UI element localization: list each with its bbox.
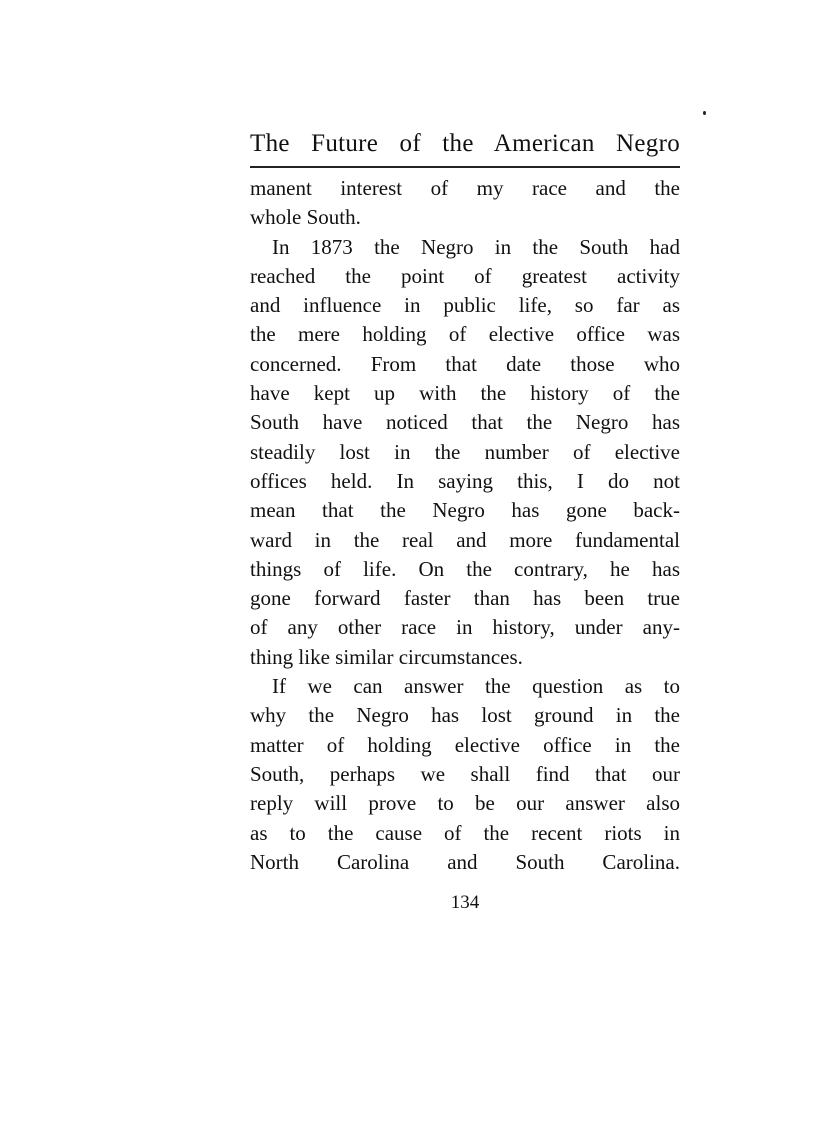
text-line: why the Negro has lost ground in the (250, 703, 680, 728)
header-rule (250, 166, 680, 168)
body-text (250, 174, 680, 877)
text-line: reply will prove to be our answer also (250, 791, 680, 816)
text-line: North Carolina and South Carolina. (250, 849, 680, 874)
text-line: mean that the Negro has gone back- (250, 498, 680, 523)
text-line: and influence in public life, so far as (250, 293, 680, 318)
text-line: things of life. On the contrary, he has (250, 556, 680, 581)
text-line: South have noticed that the Negro has (250, 410, 680, 435)
page-number: 134 (450, 892, 480, 914)
scan-speck (703, 111, 706, 115)
text-line: offices held. In saying this, I do not (250, 468, 680, 493)
text-line: In 1873 the Negro in the South had (272, 234, 680, 259)
text-line: matter of holding elective office in the (250, 732, 680, 757)
book-page (250, 126, 680, 915)
text-line: of any other race in history, under any- (250, 615, 680, 640)
text-line: have kept up with the history of the (250, 381, 680, 406)
paragraph (250, 233, 680, 672)
text-line: concerned. From that date those who (250, 351, 680, 376)
text-line: thing like similar circumstances. (250, 644, 523, 669)
text-line: South, perhaps we shall find that our (250, 761, 680, 786)
text-line: whole South. (250, 205, 361, 230)
running-head-title: The Future of the American Negro (250, 130, 680, 157)
text-line: If we can answer the question as to (272, 674, 680, 699)
text-line: gone forward faster than has been true (250, 586, 680, 611)
text-line: reached the point of greatest activity (250, 263, 680, 288)
paragraph (250, 672, 680, 877)
text-line: as to the cause of the recent riots in (250, 820, 680, 845)
text-line: ward in the real and more fundamental (250, 527, 680, 552)
text-line: steadily lost in the number of elective (250, 439, 680, 464)
paragraph (250, 174, 680, 233)
text-line: the mere holding of elective office was (250, 322, 680, 347)
text-line: manent interest of my race and the (250, 176, 680, 200)
